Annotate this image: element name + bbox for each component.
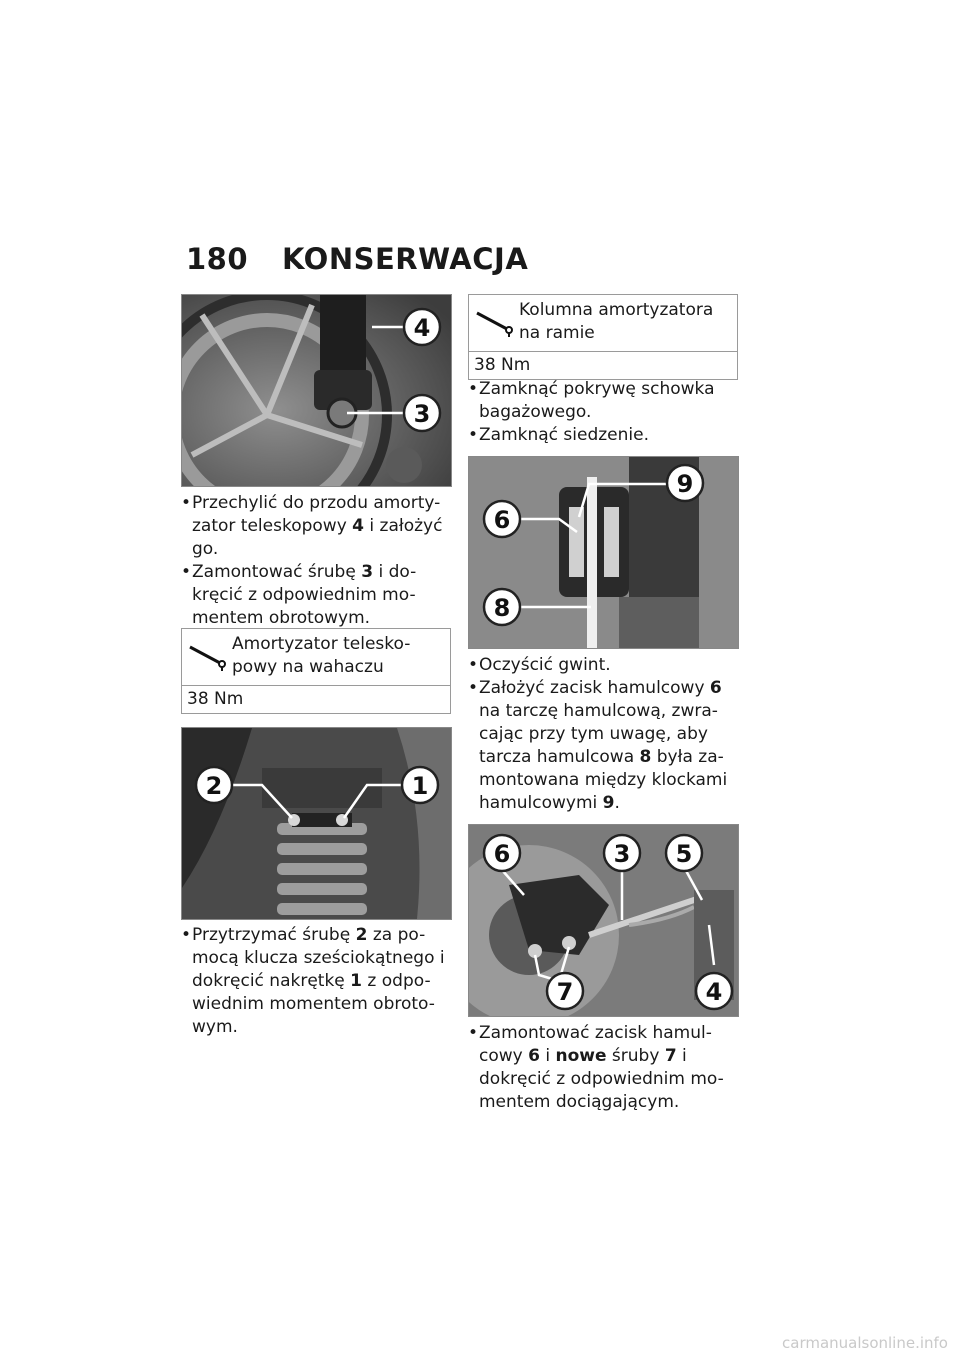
torque-wrench-icon: [188, 641, 228, 671]
list-item: • Zamontować śrubę 3 i do-kręcić z odpowiednim mo-mentem obrotowym.: [181, 562, 417, 628]
torque-value: 38 Nm: [187, 689, 244, 709]
page-number: 180: [186, 242, 249, 276]
callout-9: 9: [676, 470, 694, 498]
left-steps-2: [181, 924, 453, 1039]
callout-4: 4: [705, 978, 723, 1006]
photo-rear-shock-nut: [181, 727, 452, 920]
callout-6: 6: [493, 840, 511, 868]
list-item: • Zamknąć siedzenie.: [468, 425, 649, 445]
torque-value: 38 Nm: [474, 355, 531, 375]
list-item: • Zamontować zacisk hamul-cowy 6 i nowe śruby 7 i dokręcić z odpowiednim mo-mentem dociągającym.: [468, 1023, 724, 1112]
torque-wrench-icon: [475, 307, 515, 337]
photo-fork-shock-top: [181, 294, 452, 487]
list-item: • Przechylić do przodu amorty-zator teleskopowy 4 i założyć go.: [181, 493, 443, 559]
callout-8: 8: [493, 594, 511, 622]
right-steps-3: [468, 1022, 740, 1114]
chapter-title: KONSERWACJA: [282, 242, 529, 276]
torque-box-shock-frame: [468, 294, 738, 380]
list-item: • Oczyścić gwint.: [468, 655, 611, 675]
callout-4: 4: [413, 314, 431, 342]
left-steps-1: [181, 492, 453, 630]
watermark: carmanualsonline.info: [782, 1334, 948, 1352]
callout-1: 1: [411, 772, 429, 800]
callout-5: 5: [675, 840, 693, 868]
torque-name: Kolumna amortyzatora na ramie: [519, 300, 714, 343]
right-steps-2: [468, 654, 740, 815]
callout-3: 3: [613, 840, 631, 868]
photo-caliper-disc-pads: [468, 456, 739, 649]
list-item: • Zamknąć pokrywę schowka bagażowego.: [468, 379, 715, 422]
list-item: • Przytrzymać śrubę 2 za po-mocą klucza sześciokątnego i dokręcić nakrętkę 1 z odpo-wiednim momentem obroto-wym.: [181, 925, 445, 1037]
callout-6: 6: [493, 506, 511, 534]
right-steps-1: [468, 378, 740, 447]
page-header: [186, 242, 528, 276]
photo-caliper-mount: [468, 824, 739, 1017]
list-item: • Założyć zacisk hamulcowy 6 na tarczę hamulcową, zwra-cając przy tym uwagę, aby tarcza hamulcowa 8 była za-montowana między klockami hamulcowymi 9.: [468, 678, 728, 813]
callout-7: 7: [556, 978, 574, 1006]
callout-2: 2: [205, 772, 223, 800]
torque-box-shock-swingarm: [181, 628, 451, 714]
torque-name: Amortyzator telesko-powy na wahaczu: [232, 634, 411, 677]
callout-3: 3: [413, 400, 431, 428]
